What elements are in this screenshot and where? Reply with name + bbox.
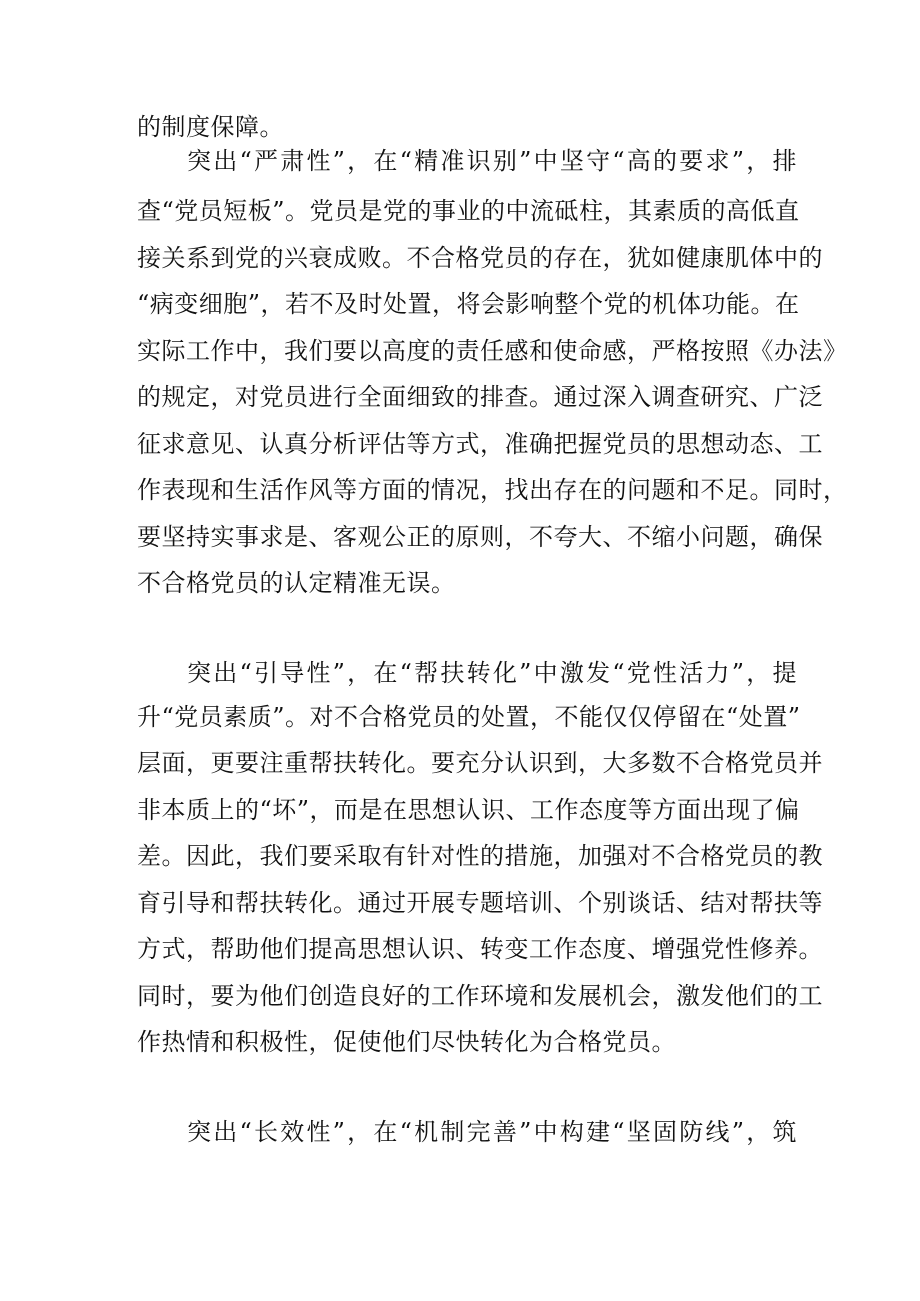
paragraph-3-line: 升“党员素质”。对不合格党员的处置，不能仅仅停留在“处置” [137, 703, 801, 731]
paragraph-2-line: 接关系到党的兴衰成败。不合格党员的存在，犹如健康肌体中的 [137, 244, 823, 272]
paragraph-2-line: 突出“严肃性”，在“精准识别”中坚守“高的要求”，排 [187, 147, 797, 175]
paragraph-2-line: 要坚持实事求是、客观公正的原则，不夸大、不缩小问题，确保 [137, 523, 823, 551]
paragraph-3-line: 作热情和积极性，促使他们尽快转化为合格党员。 [137, 1028, 676, 1056]
paragraph-3-line: 层面，更要注重帮扶转化。要充分认识到，大多数不合格党员并 [137, 749, 823, 777]
paragraph-3-line: 同时，要为他们创造良好的工作环境和发展机会，激发他们的工 [137, 982, 823, 1010]
paragraph-3-line: 差。因此，我们要采取有针对性的措施，加强对不合格党员的教 [137, 842, 823, 870]
paragraph-3-line: 非本质上的“坏”，而是在思想认识、工作态度等方面出现了偏 [137, 796, 800, 824]
paragraph-2-line: 征求意见、认真分析评估等方式，准确把握党员的思想动态、工 [137, 430, 823, 458]
paragraph-2-line: 查“党员短板”。党员是党的事业的中流砥柱，其素质的高低直 [137, 197, 800, 225]
paragraph-2-line: “病变细胞”，若不及时处置，将会影响整个党的机体功能。在 [137, 290, 800, 318]
paragraph-3-line: 育引导和帮扶转化。通过开展专题培训、个别谈话、结对帮扶等 [137, 889, 823, 917]
paragraph-1-line: 的制度保障。 [137, 113, 284, 141]
paragraph-3-line: 突出“引导性”，在“帮扶转化”中激发“党性活力”，提 [187, 659, 797, 687]
paragraph-4-line: 突出“长效性”，在“机制完善”中构建“坚固防线”，筑 [187, 1118, 797, 1146]
paragraph-2-line: 作表现和生活作风等方面的情况，找出存在的问题和不足。同时， [137, 476, 848, 504]
paragraph-2-line: 实际工作中，我们要以高度的责任感和使命感，严格按照《办法》 [137, 337, 848, 365]
paragraph-2-line: 不合格党员的认定精准无误。 [137, 569, 456, 597]
paragraph-3-line: 方式，帮助他们提高思想认识、转变工作态度、增强党性修养。 [137, 935, 823, 963]
paragraph-2-line: 的规定，对党员进行全面细致的排查。通过深入调查研究、广泛 [137, 383, 823, 411]
